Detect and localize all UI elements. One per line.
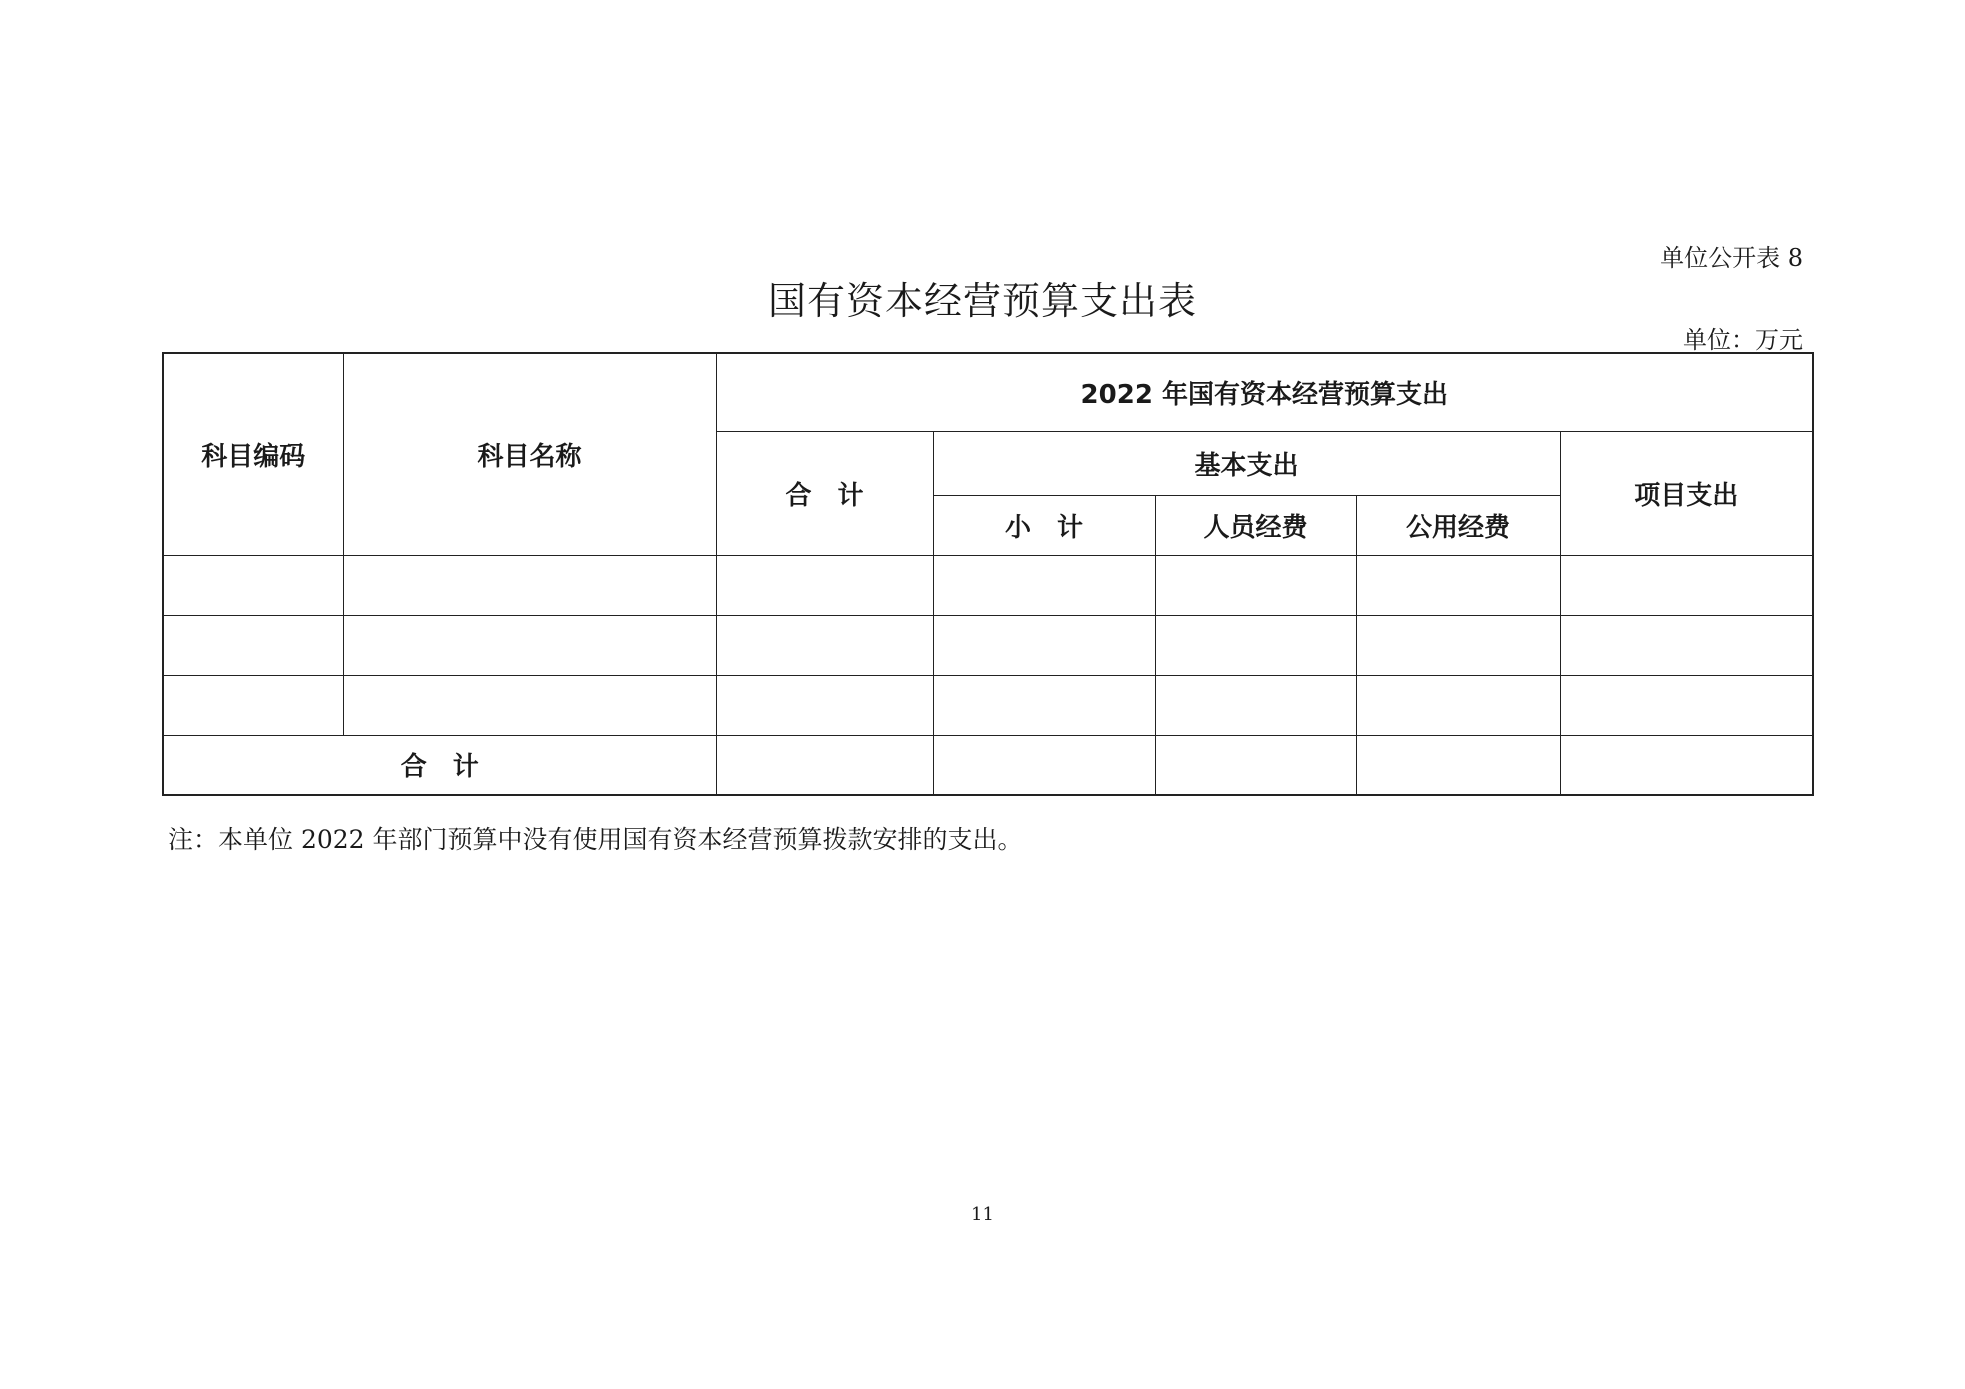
cell-total: [716, 735, 933, 795]
header-group-basic: 基本支出: [933, 431, 1560, 495]
table-row: [163, 675, 1813, 735]
cell-project: [1560, 735, 1813, 795]
cell-total: [716, 615, 933, 675]
cell-public: [1356, 735, 1560, 795]
cell-personnel: [1155, 555, 1356, 615]
cell-code: [163, 555, 343, 615]
header-subject-code: 科目编码: [163, 353, 343, 555]
cell-project: [1560, 675, 1813, 735]
unit-label: 单位：万元: [1683, 326, 1803, 354]
cell-subtotal: [933, 735, 1155, 795]
cell-name: [343, 675, 716, 735]
cell-project: [1560, 555, 1813, 615]
budget-table: [162, 352, 1814, 796]
cell-code: [163, 675, 343, 735]
cell-project: [1560, 615, 1813, 675]
cell-name: [343, 555, 716, 615]
cell-public: [1356, 555, 1560, 615]
cell-personnel: [1155, 615, 1356, 675]
table-row: [163, 555, 1813, 615]
page-number: 11: [971, 1204, 994, 1225]
header-group-main: 2022 年国有资本经营预算支出: [716, 353, 1813, 431]
header-public-expense: 公用经费: [1356, 495, 1560, 555]
page-title: 国有资本经营预算支出表: [767, 279, 1197, 323]
header-project-expense: 项目支出: [1560, 431, 1813, 555]
table-number: 单位公开表 8: [1660, 244, 1803, 272]
cell-personnel: [1155, 735, 1356, 795]
footnote: 注：本单位 2022 年部门预算中没有使用国有资本经营预算拨款安排的支出。: [168, 825, 1023, 854]
header-personnel-expense: 人员经费: [1155, 495, 1356, 555]
total-row: [163, 735, 1813, 795]
cell-public: [1356, 675, 1560, 735]
cell-personnel: [1155, 675, 1356, 735]
header-subject-name: 科目名称: [343, 353, 716, 555]
cell-subtotal: [933, 615, 1155, 675]
cell-total: [716, 555, 933, 615]
table-row: [163, 615, 1813, 675]
cell-total: [716, 675, 933, 735]
cell-public: [1356, 615, 1560, 675]
cell-subtotal: [933, 555, 1155, 615]
header-total: 合 计: [716, 431, 933, 555]
cell-subtotal: [933, 675, 1155, 735]
total-row-label: 合 计: [163, 735, 716, 795]
cell-code: [163, 615, 343, 675]
header-subtotal: 小 计: [933, 495, 1155, 555]
cell-name: [343, 615, 716, 675]
